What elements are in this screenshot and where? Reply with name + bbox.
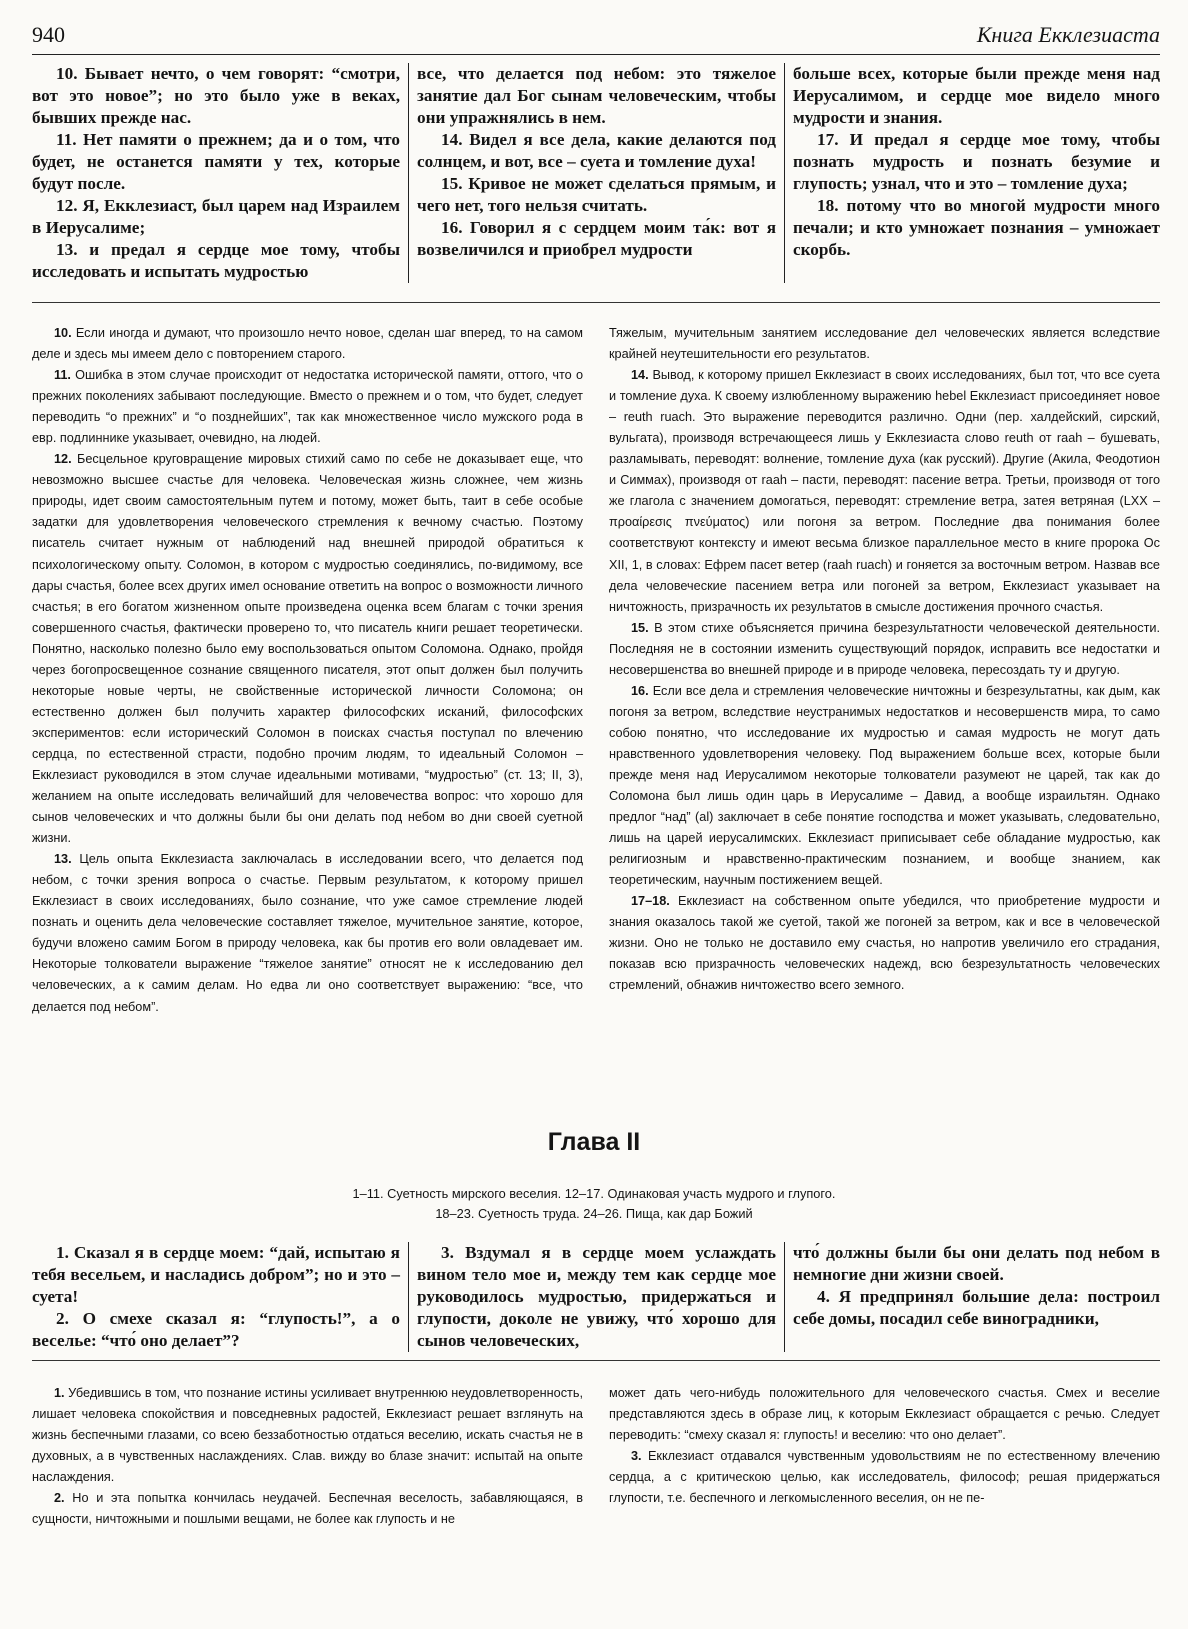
commentary-text: Цель опыта Екклезиаста заключалась в исследовании всего, что делается под небом, с точки зрения вопроса о счастье. Первым результатом, к которому пришел Екклезиаст в своих исследованиях, было сознание, что уже самое стремление людей познать и оценить дела человеческие составляет тяжелое, мучительное занятие, которое, будучи вложено самим Богом в природу человека, как бы против его воли овладевает им. Некоторые толкователи выражение “тяжелое занятие” относят не к исследованию дел человеческих, а к самим делам. Но едва ли оно соответствует выражению: “все, что делается под небом”.: [32, 852, 583, 1014]
verse-continuation: все, что делается под небом: это тяжелое занятие дал Бог сынам человеческим, чтобы они упражнялись в нем.: [417, 64, 776, 127]
chapter-summary-line: 1–11. Суетность мирского веселия. 12–17. Одинаковая участь мудрого и глупого.: [352, 1186, 836, 1201]
commentary-text: может дать чего-нибудь положительного для человеческого счастья. Смех и веселие представляются здесь в образе лиц, к которым Екклезиаст обращается с речью. Следует переводить: “смеху сказал я: глупость! и веселию: что оно делает”.: [609, 1386, 1160, 1443]
chapter-summary: [0, 1184, 1188, 1224]
verse-column-2: [408, 1242, 784, 1352]
commentary-paragraph: [32, 849, 583, 1017]
verses-bottom: [32, 1242, 1160, 1352]
commentary-text: Но и эта попытка кончилась неудачей. Беспечная веселость, забавляющаяся, в сущности, ничтожными и пошлыми вещами, не более как глупость и не: [32, 1491, 583, 1527]
page-number: 940: [32, 22, 65, 47]
commentary-paragraph: [32, 365, 583, 449]
verse: 15. Кривое не может сделаться прямым, и чего нет, того нельзя считать.: [417, 174, 776, 215]
commentary-text: Если иногда и думают, что произошло нечто новое, сделан шаг вперед, то на самом деле и здесь мы имеем дело с повторением старого.: [32, 326, 583, 362]
page-header: [32, 20, 1160, 55]
commentary-column-right: [609, 1383, 1160, 1530]
verses-top: [32, 63, 1160, 283]
commentary-text: Бесцельное круговращение мировых стихий само по себе не доказывает еще, что невозможно высшее счастье для человека. Человеческая жизнь сложнее, чем жизнь природы, идет своим самостоятельным путем и потому, может быть, таит в себе особые задатки для удовлетворения человеческого стремления к вечному счастью. Поэтому писатель считает нужным от наблюдений над внешней природой обратиться к психологическому опыту. Соломон, в котором с мудростью соединялись, по-видимому, все дары счастья, более всех других имел основание ответить на вопрос о возможности личного счастья; в его богатом жизненном опыте произведена оценка всем благам с точки зрения совершенного счастья, фактически проверено то, что писатель книги решает теоретически. Понятно, насколько полезно было ему воспользоваться опытом Соломона. Однако, пройдя через богопросвещенное сознание священного писателя, этот опыт должен был получить некоторые новые черты, не свойственные исторической личности Соломона; он естественно должен был получить характер философских исканий, философских экспериментов: если исторический Соломон в поисках счастья поступал по влечению сердца, по естественной страсти, подобно прочим людям, то идеальный Соломон – Екклезиаст руководился в этом случае идеальными мотивами, “мудростью” (ст. 13; II, 3), желанием на опыте исследовать величайший для человечества вопрос: что хорошо для сынов человеческих и что должны были бы они делать под небом во дни своей суетной жизни.: [32, 452, 583, 846]
commentary-verse-number: 10.: [54, 326, 72, 340]
commentary-verse-number: 16.: [631, 683, 649, 698]
chapter-summary-line: 18–23. Суетность труда. 24–26. Пища, как дар Божий: [435, 1206, 753, 1221]
verse: 2. О смехе сказал я: “глупость!”, а о веселье: “что́ оно делает”?: [32, 1309, 400, 1350]
commentary-text: Убедившись в том, что познание истины усиливает внутреннюю неудовлетворенность, лишает человека спокойствия и повседневных радостей, Екклезиаст решает взглянуть на жизнь беспечными глазами, со всею беззаботностью отдаться веселию, искать счастья не в духовных, а в чувственных наслаждениях. Слав. вижду во блазе значит: испытай на опыте наслаждения.: [32, 1386, 583, 1485]
commentary-column-left: [32, 323, 583, 1018]
commentary-column-right: [609, 323, 1160, 1018]
commentary-verse-number: 11.: [54, 368, 71, 383]
commentary-verse-number: 2.: [54, 1491, 65, 1506]
commentary-verse-number: 15.: [631, 620, 649, 635]
commentary-bottom: [32, 1383, 1160, 1530]
commentary-paragraph: [609, 1446, 1160, 1509]
verse-column-3: [784, 1242, 1160, 1352]
verse: 4. Я предпринял большие дела: построил себе домы, посадил себе виноградники,: [793, 1287, 1160, 1328]
commentary-paragraph: [609, 681, 1160, 891]
commentary-text: Вывод, к которому пришел Екклезиаст в своих исследованиях, был тот, что все суета и томление духа. К своему излюбленному выражению hebel Екклезиаст присоединяет новое – reuth ruach. Это выражение переводится различно. Одни (пер. халдейский, сирский, вульгата), производя встречающееся лишь у Екклезиаста слово reuth от raah – бушевать, разламывать, переводят: волнение, томление духа (как русский). Другие (Акила, Феодотион и Симмах), производя от raah – пасти, переводят: пасение ветра. Третьи, производя от того же глагола с значением домогаться, переводят: стремление ветра, затея ветряная (LXX – προαίρεσις πνεύματος) или погоня за ветром. Последние два понимания более соответствуют контексту и имеют весьма близкое параллельное место в книге пророка Ос XII, 1, в словах: Ефрем пасет ветер (raah ruach) и гоняется за восточным ветром. Назвав все дела человеческие пасением ветра или погоней за ветром, Екклезиаст указывает на ничтожность, призрачность их результатов в смысле достижения прочного счастья.: [609, 368, 1160, 614]
chapter-title: Глава II: [547, 1128, 641, 1156]
commentary-verse-number: 3.: [631, 1449, 642, 1464]
commentary-verse-number: 14.: [631, 368, 649, 383]
divider-rule: [32, 1360, 1160, 1361]
commentary-top: [32, 323, 1160, 1018]
divider-rule: [32, 302, 1160, 303]
verse-continuation: больше всех, которые были прежде меня над Иерусалимом, и сердце мое видело много мудрости и знания.: [793, 64, 1160, 127]
verse: 17. И предал я сердце мое тому, чтобы познать мудрость и познать безумие и глупость; узнал, что и это – томление духа;: [793, 130, 1160, 193]
verse-continuation: что́ должны были бы они делать под небом в немногие дни жизни своей.: [793, 1243, 1160, 1284]
commentary-verse-number: 12.: [54, 452, 72, 467]
verse: 16. Говорил я с сердцем моим та́к: вот я возвеличился и приобрел мудрости: [417, 218, 776, 259]
verse: 3. Вздумал я в сердце моем услаждать вином тело мое и, между тем как сердце мое руководилось мудростью, придержаться и глупости, доколе не увижу, что́ хорошо для сынов человеческих,: [417, 1243, 776, 1350]
verse: 10. Бывает нечто, о чем говорят: “смотри, вот это новое”; но это было уже в веках, бывших прежде нас.: [32, 64, 400, 127]
commentary-text: Тяжелым, мучительным занятием исследование дел человеческих является вследствие крайней неутешительности его результатов.: [609, 326, 1160, 362]
commentary-text: Ошибка в этом случае происходит от недостатка исторической памяти, оттого, что о прежних поколениях забывают последующие. Вместо о прежнем и о том, что будет, следует переводить “о прежних” и “о позднейших”, так как множественное число мужского рода в евр. подлиннике указывает, очевидно, на людей.: [32, 368, 583, 446]
commentary-continuation: [609, 323, 1160, 365]
commentary-paragraph: [609, 891, 1160, 996]
commentary-verse-number: 1.: [54, 1386, 65, 1400]
commentary-text: Екклезиаст на собственном опыте убедился, что приобретение мудрости и знания оказалось такой же суетой, такой же погоней за ветром, как и все в человеческой жизни. Оно не только не доставило ему счастья, но напротив увеличило его страдания, показав всю призрачность человеческих надежд, всю безрезультатность человеческих стремлений, обнажив ничтожество всего земного.: [609, 894, 1160, 993]
commentary-continuation: [609, 1383, 1160, 1446]
commentary-paragraph: [32, 449, 583, 849]
verse: 12. Я, Екклезиаст, был царем над Израилем в Иерусалиме;: [32, 196, 400, 237]
commentary-paragraph: [32, 323, 583, 365]
verse: 14. Видел я все дела, какие делаются под солнцем, и вот, все – суета и томление духа!: [417, 130, 776, 171]
commentary-text: В этом стихе объясняется причина безрезультатности человеческой деятельности. Последняя не в состоянии изменить существующий порядок, исправить все недостатки и несовершенства во внешней природе и в природе человека, пересоздать ту и другую.: [609, 620, 1160, 677]
commentary-verse-number: 17–18.: [631, 894, 670, 909]
running-title: Книга Екклезиаста: [976, 22, 1160, 47]
verse-column-1: [32, 1242, 408, 1352]
commentary-paragraph: [32, 1383, 583, 1488]
commentary-column-left: [32, 1383, 583, 1530]
verse-column-2: [408, 63, 784, 283]
verse-column-1: [32, 63, 408, 283]
commentary-text: Екклезиаст отдавался чувственным удовольствиям не по естественному влечению сердца, а с критическою целью, как исследователь, философ; решая придержаться глупости, т.е. беспечного и легкомысленного веселия, он не пе-: [609, 1449, 1160, 1506]
verse: 1. Сказал я в сердце моем: “дай, испытаю я тебя весельем, и насладись добром”; но и это – суета!: [32, 1243, 400, 1306]
verse: 11. Нет памяти о прежнем; да и о том, что будет, не останется памяти у тех, которые будут после.: [32, 130, 400, 193]
commentary-paragraph: [609, 618, 1160, 681]
verse: 18. потому что во многой мудрости много печали; и кто умножает познания – умножает скорбь.: [793, 196, 1160, 259]
commentary-paragraph: [609, 365, 1160, 618]
commentary-verse-number: 13.: [54, 852, 72, 867]
commentary-text: Если все дела и стремления человеческие ничтожны и безрезультатны, как дым, как погоня за ветром, вследствие неустранимых недостатков и несовершенств мира, то само собою понятно, что исследование их мудростью и самая мудрость не могут дать нравственного удовлетворения человеку. Под выражением больше всех, которые были прежде меня над Иерусалимом некоторые толкователи разумеют не царей, так как до Соломона был лишь один царь в Иерусалиме – Давид, а вообще израильтян. Однако предлог “над” (al) заключает в себе понятие господства и может указывать, следовательно, лишь на царей иерусалимских. Екклезиаст приписывает себе обладание мудростью, как религиозным и нравственно-практическим познанием, и вообще знанием, как теоретическим, научным постижением вещей.: [609, 683, 1160, 888]
commentary-paragraph: [32, 1488, 583, 1530]
verse: 13. и предал я сердце мое тому, чтобы исследовать и испытать мудростью: [32, 240, 400, 281]
verse-column-3: [784, 63, 1160, 283]
